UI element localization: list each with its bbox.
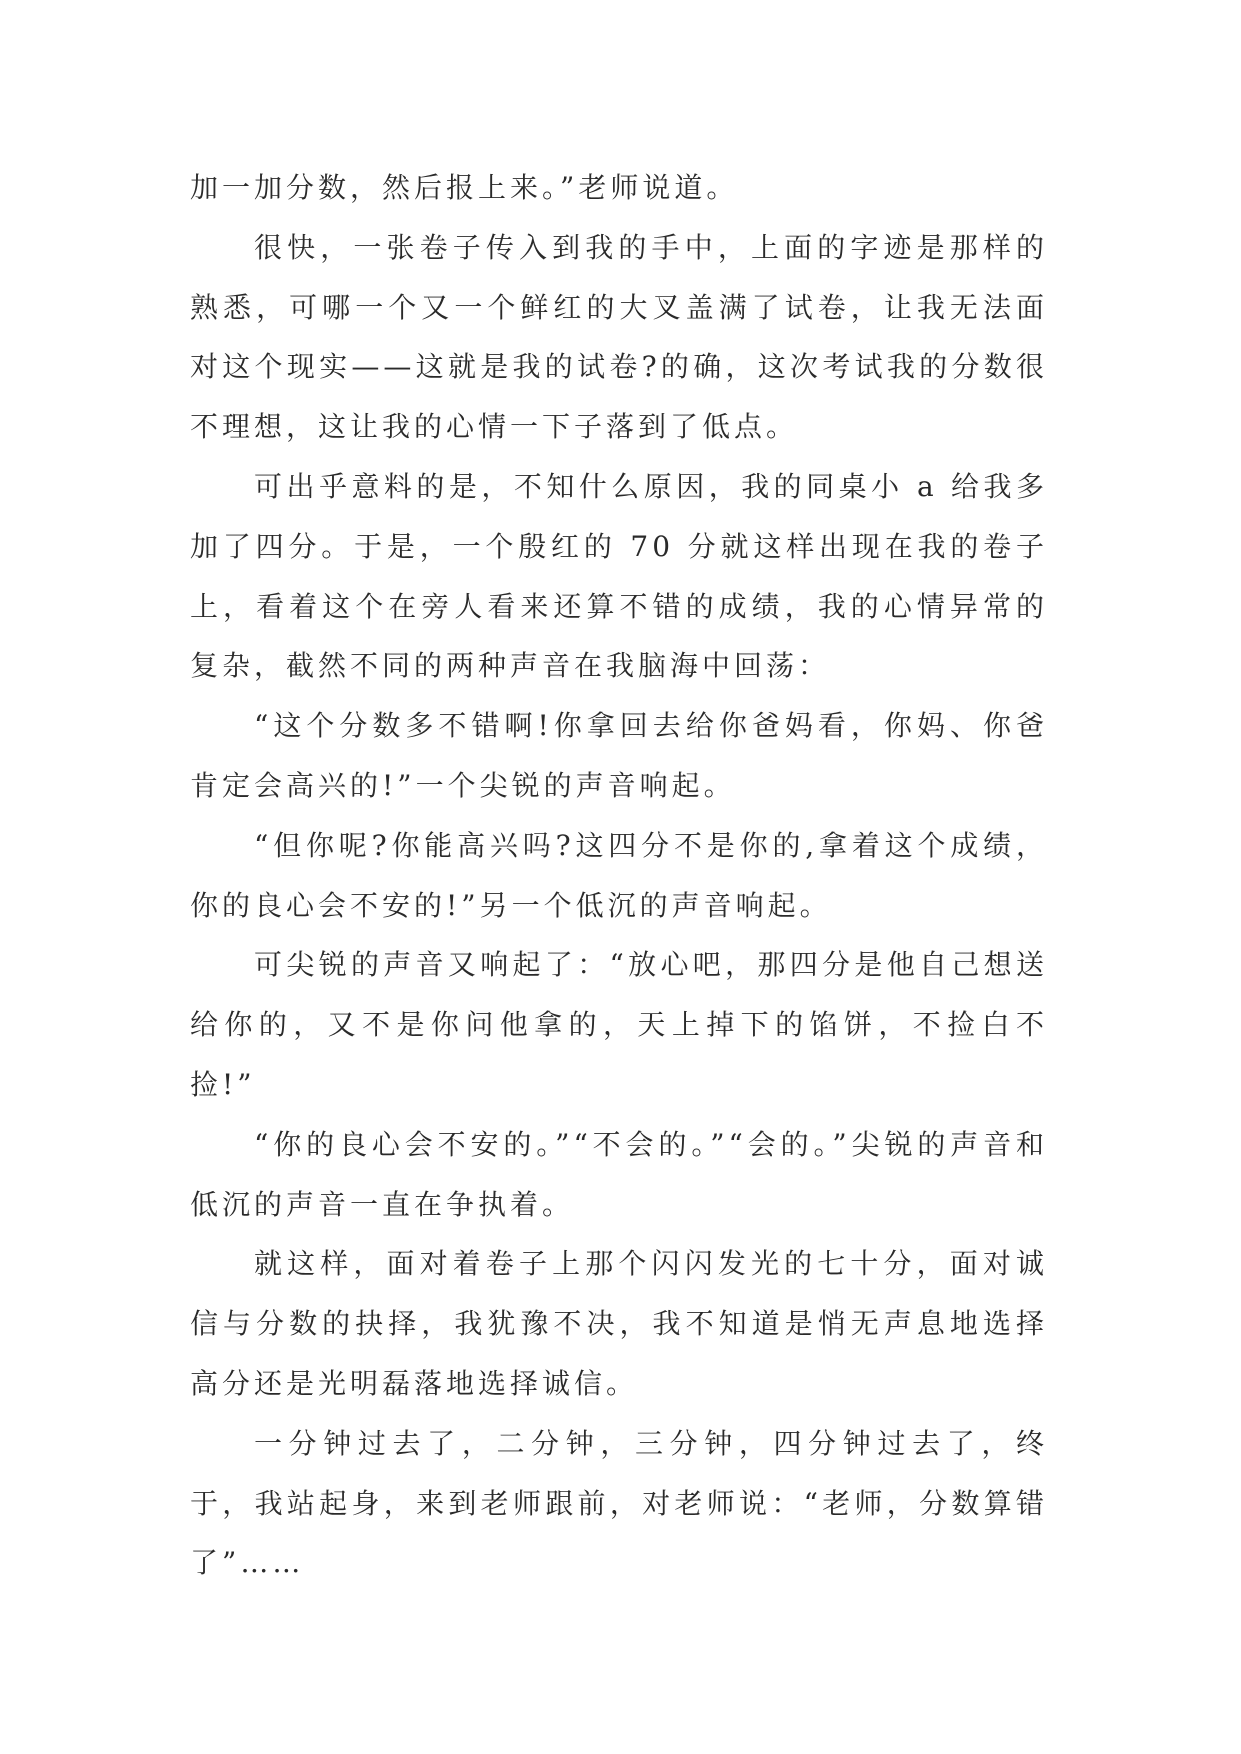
document-body <box>190 158 1048 1593</box>
paragraph-3: 可出乎意料的是，不知什么原因，我的同桌小 a 给我多加了四分。于是，一个殷红的 70 分就这样出现在我的卷子上，看着这个在旁人看来还算不错的成绩，我的心情异常的复杂，截然不同的两种声音在我脑海中回荡： <box>190 469 1048 683</box>
paragraph-9: 一分钟过去了，二分钟，三分钟，四分钟过去了，终于，我站起身，来到老师跟前，对老师说：“老师，分数算错了”…… <box>190 1426 1048 1580</box>
paragraph-6: 可尖锐的声音又响起了：“放心吧，那四分是他自己想送给你的，又不是你问他拿的，天上掉下的馅饼，不捡白不捡!” <box>190 948 1048 1101</box>
paragraph-1: 加一加分数，然后报上来。”老师说道。 <box>190 171 739 204</box>
paragraph-8: 就这样，面对着卷子上那个闪闪发光的七十分，面对诚信与分数的抉择，我犹豫不决，我不知道是悄无声息地选择高分还是光明磊落地选择诚信。 <box>190 1247 1048 1400</box>
paragraph-4: “这个分数多不错啊!你拿回去给你爸妈看，你妈、你爸肯定会高兴的!”一个尖锐的声音响起。 <box>190 709 1048 802</box>
paragraph-7: “你的良心会不安的。”“不会的。”“会的。”尖锐的声音和低沉的声音一直在争执着。 <box>190 1127 1048 1221</box>
paragraph-5: “但你呢?你能高兴吗?这四分不是你的,拿着这个成绩，你的良心会不安的!”另一个低沉的声音响起。 <box>190 828 1048 922</box>
paragraph-2: 很快，一张卷子传入到我的手中，上面的字迹是那样的熟悉，可哪一个又一个鲜红的大叉盖满了试卷，让我无法面对这个现实——这就是我的试卷?的确，这次考试我的分数很不理想，这让我的心情一下子落到了低点。 <box>190 230 1048 444</box>
